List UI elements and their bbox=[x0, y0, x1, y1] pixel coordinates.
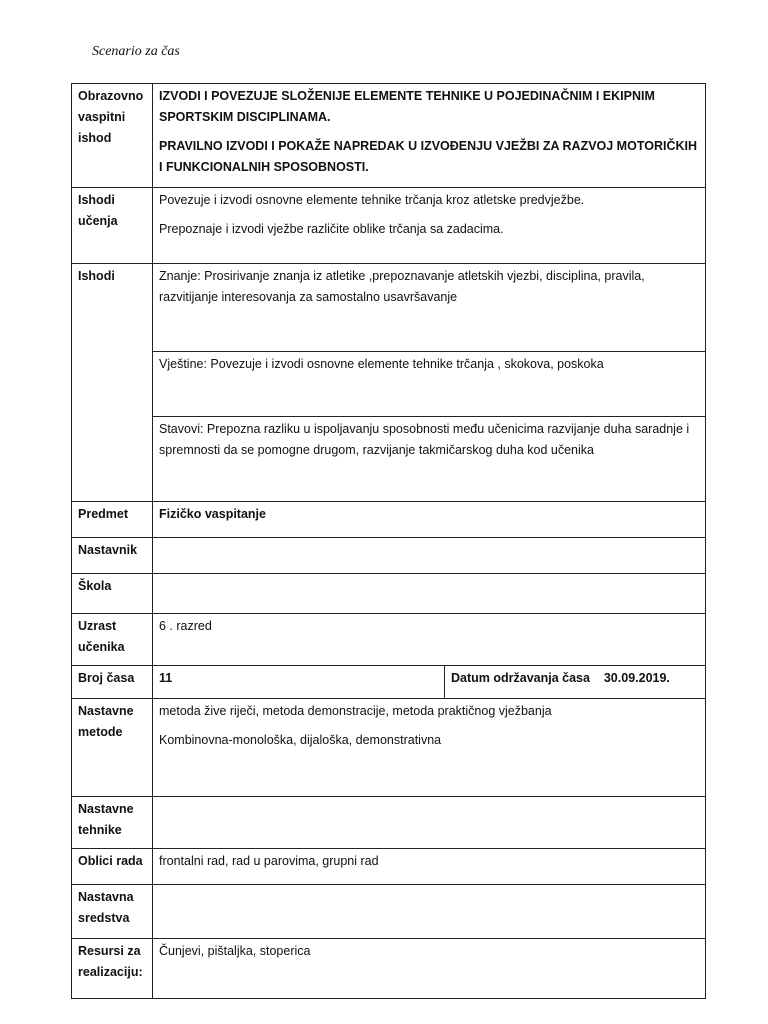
metode-value bbox=[153, 699, 706, 797]
resursi-value: Čunjevi, pištaljka, stoperica bbox=[153, 939, 706, 999]
row-outcome bbox=[72, 84, 706, 188]
row-broj bbox=[72, 666, 706, 699]
broj-value: 11 bbox=[153, 666, 445, 699]
learning-label: Ishodi učenja bbox=[72, 188, 153, 264]
row-learning bbox=[72, 188, 706, 264]
date-label: Datum održavanja časa bbox=[451, 671, 590, 685]
skola-value bbox=[153, 574, 706, 614]
outcome-label: Obrazovno vaspitni ishod bbox=[72, 84, 153, 188]
lesson-scenario-table bbox=[71, 83, 706, 999]
oblici-label: Oblici rada bbox=[72, 849, 153, 885]
outcome-line-1: IZVODI I POVEZUJE SLOŽENIJE ELEMENTE TEHNIKE U POJEDINAČNIM I EKIPNIM SPORTSKIM DISCIPLINAMA. bbox=[159, 89, 655, 124]
row-ishodi-znanje bbox=[72, 264, 706, 352]
row-nastavnik bbox=[72, 538, 706, 574]
broj-label: Broj časa bbox=[72, 666, 153, 699]
ishodi-stavovi: Stavovi: Prepozna razliku u ispoljavanju sposobnosti među učenicima razvijanje duha saradnje i spremnosti da se pomogne drugom, razvijanje takmičarskog duha kod učenika bbox=[153, 417, 706, 502]
learning-line-1: Povezuje i izvodi osnovne elemente tehnike trčanja kroz atletske predvježbe. bbox=[159, 193, 585, 207]
nastavnik-label: Nastavnik bbox=[72, 538, 153, 574]
row-uzrast bbox=[72, 614, 706, 666]
sredstva-value bbox=[153, 885, 706, 939]
row-skola bbox=[72, 574, 706, 614]
metode-label: Nastavne metode bbox=[72, 699, 153, 797]
ishodi-vjestine: Vještine: Povezuje i izvodi osnovne elemente tehnike trčanja , skokova, poskoka bbox=[153, 352, 706, 417]
page-title: Scenario za čas bbox=[92, 44, 180, 59]
uzrast-label: Uzrast učenika bbox=[72, 614, 153, 666]
date-value: 30.09.2019. bbox=[603, 671, 670, 685]
row-sredstva bbox=[72, 885, 706, 939]
row-ishodi-vjestine bbox=[72, 352, 706, 417]
skola-label: Škola bbox=[72, 574, 153, 614]
resursi-label: Resursi za realizaciju: bbox=[72, 939, 153, 999]
ishodi-znanje: Znanje: Prosirivanje znanja iz atletike ,prepoznavanje atletskih vjezbi, disciplina, pravila, razvitijanje interesovanja za samostalno usavršavanje bbox=[153, 264, 706, 352]
row-ishodi-stavovi bbox=[72, 417, 706, 502]
row-metode bbox=[72, 699, 706, 797]
row-predmet bbox=[72, 502, 706, 538]
date-cell bbox=[445, 666, 706, 699]
metode-line-1: metoda žive riječi, metoda demonstracije, metoda praktičnog vježbanja bbox=[159, 704, 552, 718]
outcome-value bbox=[153, 84, 706, 188]
oblici-value: frontalni rad, rad u parovima, grupni rad bbox=[153, 849, 706, 885]
row-tehnike bbox=[72, 797, 706, 849]
learning-value bbox=[153, 188, 706, 264]
predmet-value: Fizičko vaspitanje bbox=[153, 502, 706, 538]
learning-line-2: Prepoznaje i izvodi vježbe različite oblike trčanja sa zadacima. bbox=[159, 222, 504, 236]
sredstva-label: Nastavna sredstva bbox=[72, 885, 153, 939]
nastavnik-value bbox=[153, 538, 706, 574]
outcome-line-2: PRAVILNO IZVODI I POKAŽE NAPREDAK U IZVOĐENJU VJEŽBI ZA RAZVOJ MOTORIČKIH I FUNKCIONALNIH SPOSOBNOSTI. bbox=[159, 139, 698, 174]
tehnike-value bbox=[153, 797, 706, 849]
tehnike-label: Nastavne tehnike bbox=[72, 797, 153, 849]
predmet-label: Predmet bbox=[72, 502, 153, 538]
uzrast-value: 6 . razred bbox=[153, 614, 706, 666]
row-oblici bbox=[72, 849, 706, 885]
row-resursi bbox=[72, 939, 706, 999]
metode-line-2: Kombinovna-monološka, dijaloška, demonstrativna bbox=[159, 733, 442, 747]
ishodi-label: Ishodi bbox=[72, 264, 153, 502]
